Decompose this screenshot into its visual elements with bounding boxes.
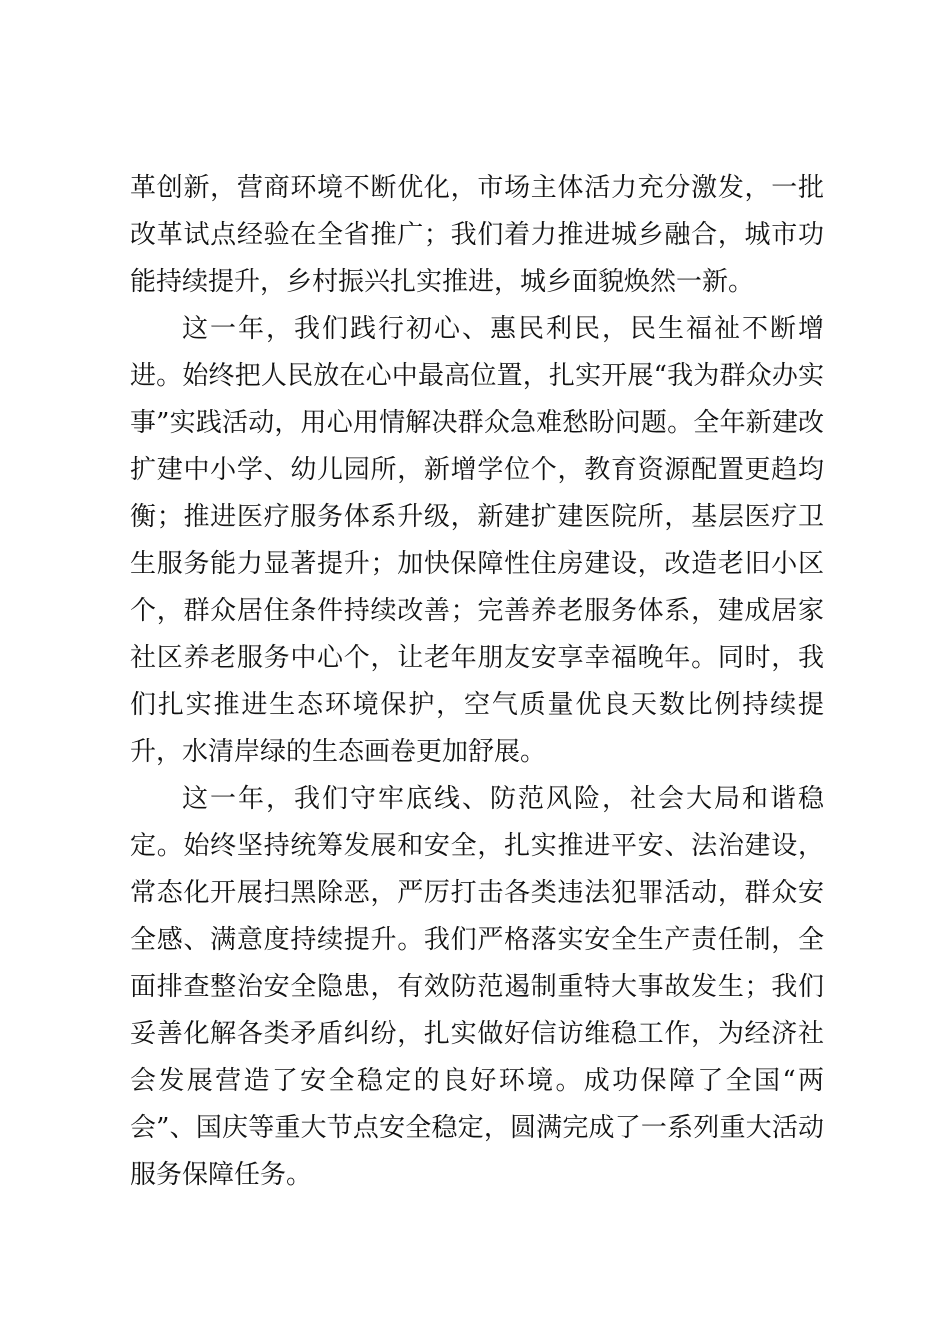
paragraph-livelihood: 这一年，我们践行初心、惠民利民，民生福祉不断增进。始终把人民放在心中最高位置，扎实开展“我为群众办实事”实践活动，用心用情解决群众急难愁盼问题。全年新建改扩建中小学、幼儿园所，新增学位个，教育资源配置更趋均衡；推进医疗服务体系升级，新建扩建医院所，基层医疗卫生服务能力显著提升；加快保障性住房建设，改造老旧小区个，群众居住条件持续改善；完善养老服务体系，建成居家社区养老服务中心个，让老年朋友安享幸福晚年。同时，我们扎实推进生态环境保护，空气质量优良天数比例持续提升，水清岸绿的生态画卷更加舒展。 (130, 314, 824, 767)
paragraph-safety-stability: 这一年，我们守牢底线、防范风险，社会大局和谐稳定。始终坚持统筹发展和安全，扎实推进平安、法治建设，常态化开展扫黑除恶，严厉打击各类违法犯罪活动，群众安全感、满意度持续提升。我们严格落实安全生产责任制，全面排查整治安全隐患，有效防范遏制重特大事故发生；我们妥善化解各类矛盾纠纷，扎实做好信访维稳工作，为经济社会发展营造了安全稳定的良好环境。成功保障了全国“两会”、国庆等重大节点安全稳定，圆满完成了一系列重大活动服务保障任务。 (130, 784, 824, 1190)
document-body (130, 165, 824, 1199)
paragraph-reform-continuation: 革创新，营商环境不断优化，市场主体活力充分激发，一批改革试点经验在全省推广；我们着力推进城乡融合，城市功能持续提升，乡村振兴扎实推进，城乡面貌焕然一新。 (130, 173, 824, 297)
